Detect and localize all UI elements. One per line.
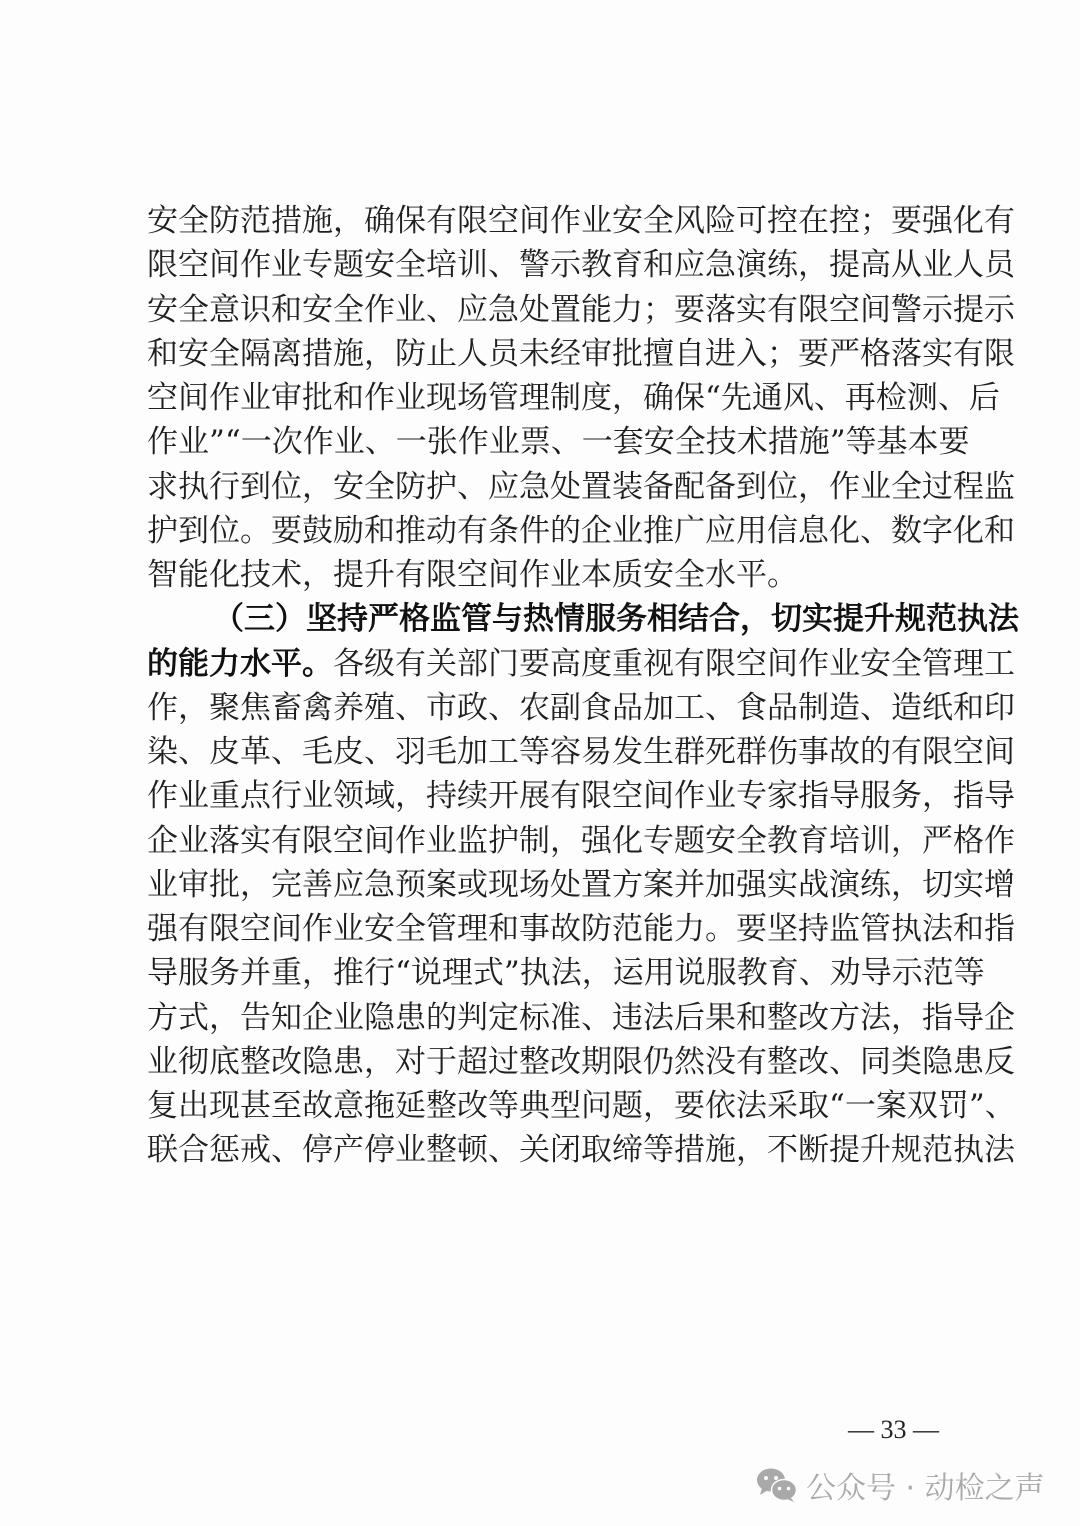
text-line: 求执行到位，安全防护、应急处置装备配备到位，作业全过程监 <box>147 468 1015 505</box>
text-line: 强有限空间作业安全管理和事故防范能力。要坚持监管执法和指 <box>147 911 1015 947</box>
text-line: 染、皮革、毛皮、羽毛加工等容易发生群死群伤事故的有限空间 <box>147 734 1015 770</box>
text-line: 限空间作业专题安全培训、警示教育和应急演练，提高从业人员 <box>147 247 1015 284</box>
text-line: 作，聚焦畜禽养殖、市政、农副食品加工、食品制造、造纸和印 <box>147 689 1015 726</box>
watermark-text: 公众号 · 动检之声 <box>806 1471 1045 1506</box>
document-body <box>147 199 1019 1173</box>
text-line: 安全意识和安全作业、应急处置能力；要落实有限空间警示提示 <box>147 291 1015 328</box>
text-line: 方式，告知企业隐患的判定标准、违法后果和整改方法，指导企 <box>147 999 1015 1036</box>
text-line-rest: 各级有关部门要高度重视有限空间作业安全管理工 <box>333 645 1015 682</box>
text-line <box>147 642 1015 686</box>
text-line: 业彻底整改隐患，对于超过整改期限仍然没有整改、同类隐患反 <box>147 1043 1015 1080</box>
text-line: 业审批，完善应急预案或现场处置方案并加强实战演练，切实增 <box>147 866 1015 903</box>
text-line: 空间作业审批和作业现场管理制度，确保“先通风、再检测、后 <box>147 380 1000 416</box>
wechat-icon <box>756 1467 798 1503</box>
text-line: 作业重点行业领域，持续开展有限空间作业专家指导服务，指导 <box>147 778 1015 815</box>
text-line: 企业落实有限空间作业监护制，强化专题安全教育培训，严格作 <box>147 822 1015 859</box>
text-line: 护到位。要鼓励和推动有条件的企业推广应用信息化、数字化和 <box>147 512 1015 549</box>
page-number: — 33 — <box>848 1415 939 1444</box>
section-heading: （三）坚持严格监管与热情服务相结合，切实提升规范执法 <box>213 601 1019 638</box>
text-line: 复出现甚至故意拖延整改等典型问题，要依法采取“一案双罚”、 <box>147 1088 1016 1124</box>
text-line: 导服务并重，推行“说理式”执法，运用说服教育、劝导示范等 <box>147 955 985 992</box>
text-line: 作业”“一次作业、一张作业票、一套安全技术措施”等基本要 <box>147 424 970 461</box>
wechat-watermark <box>756 1466 1045 1504</box>
text-line: 安全防范措施，确保有限空间作业安全风险可控在控；要强化有 <box>147 203 1015 239</box>
text-line: 智能化技术，提升有限空间作业本质安全水平。 <box>147 557 798 593</box>
text-line: 联合惩戒、停产停业整顿、关闭取缔等措施，不断提升规范执法 <box>147 1132 1015 1169</box>
section-heading-end: 的能力水平。 <box>147 645 333 682</box>
text-line: 和安全隔离措施，防止人员未经审批擅自进入；要严格落实有限 <box>147 335 1015 372</box>
